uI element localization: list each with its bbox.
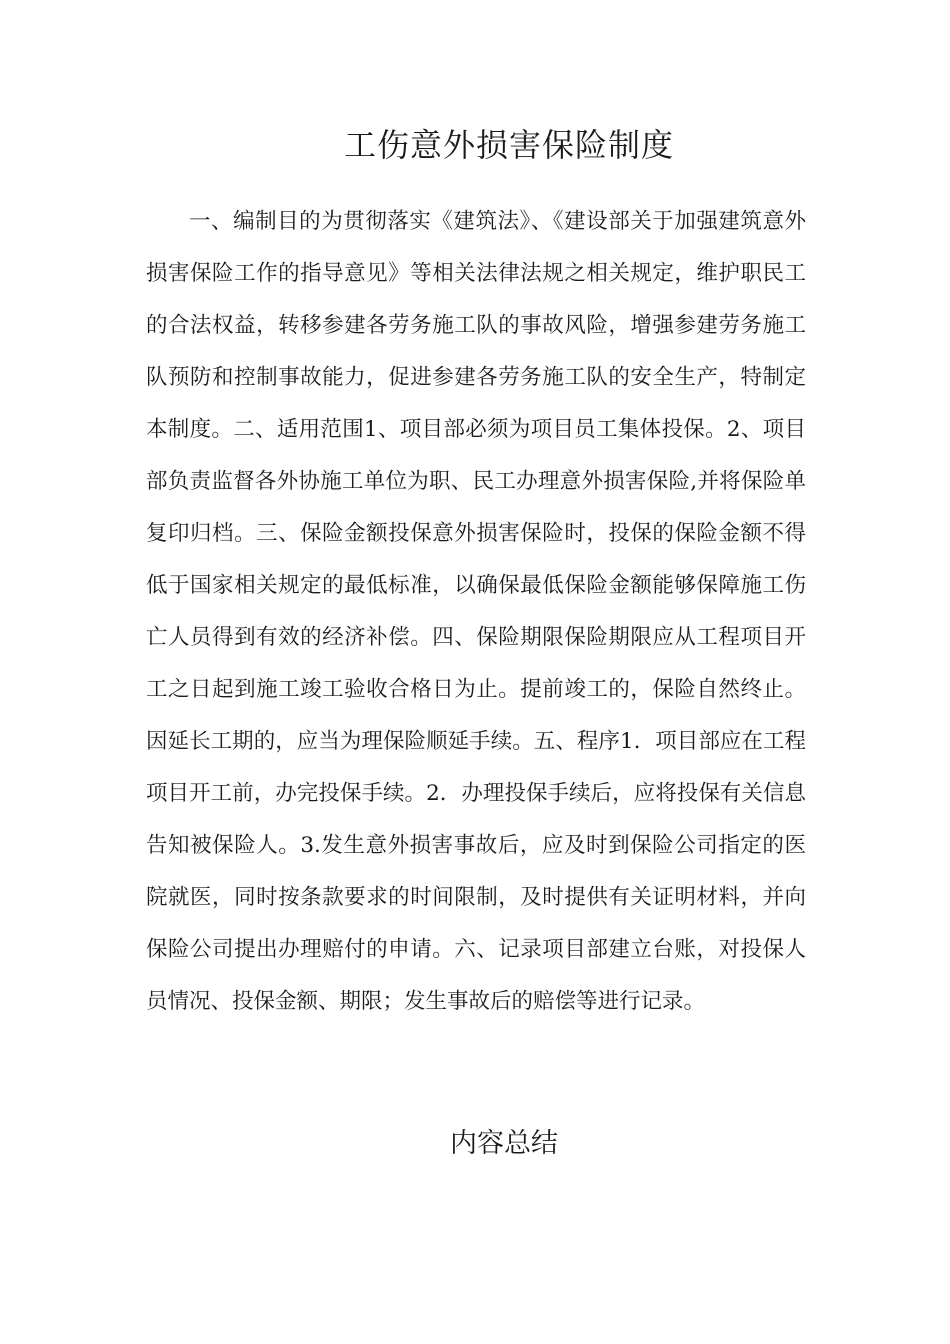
document-body: 一、编制目的为贯彻落实《建筑法》、《建设部关于加强建筑意外损害保险工作的指导意见》等相关法律法规之相关规定，维护职民工的合法权益，转移参建各劳务施工队的事故风险，增强参建劳务施工队预防和控制事故能力，促进参建各劳务施工队的安全生产，特制定本制度。二、适用范围1、项目部必须为项目员工集体投保。2、项目部负责监督各外协施工单位为职、民工办理意外损害保险,并将保险单复印归档。三、保险金额投保意外损害保险时，投保的保险金额不得低于国家相关规定的最低标准，以确保最低保险金额能够保障施工伤亡人员得到有效的经济补偿。四、保险期限保险期限应从工程项目开工之日起到施工竣工验收合格日为止。提前竣工的，保险自然终止。因延长工期的，应当为理保险顺延手续。五、程序1．项目部应在工程项目开工前，办完投保手续。2．办理投保手续后，应将投保有关信息告知被保险人。3.发生意外损害事故后，应及时到保险公司指定的医院就医，同时按条款要求的时间限制，及时提供有关证明材料，并向保险公司提出办理赔付的申请。六、记录项目部建立台账，对投保人员情况、投保金额、期限；发生事故后的赔偿等进行记录。: [146, 209, 806, 1014]
document-title: 工伤意外损害保险制度: [343, 126, 674, 164]
summary-heading: 内容总结: [450, 1128, 558, 1159]
